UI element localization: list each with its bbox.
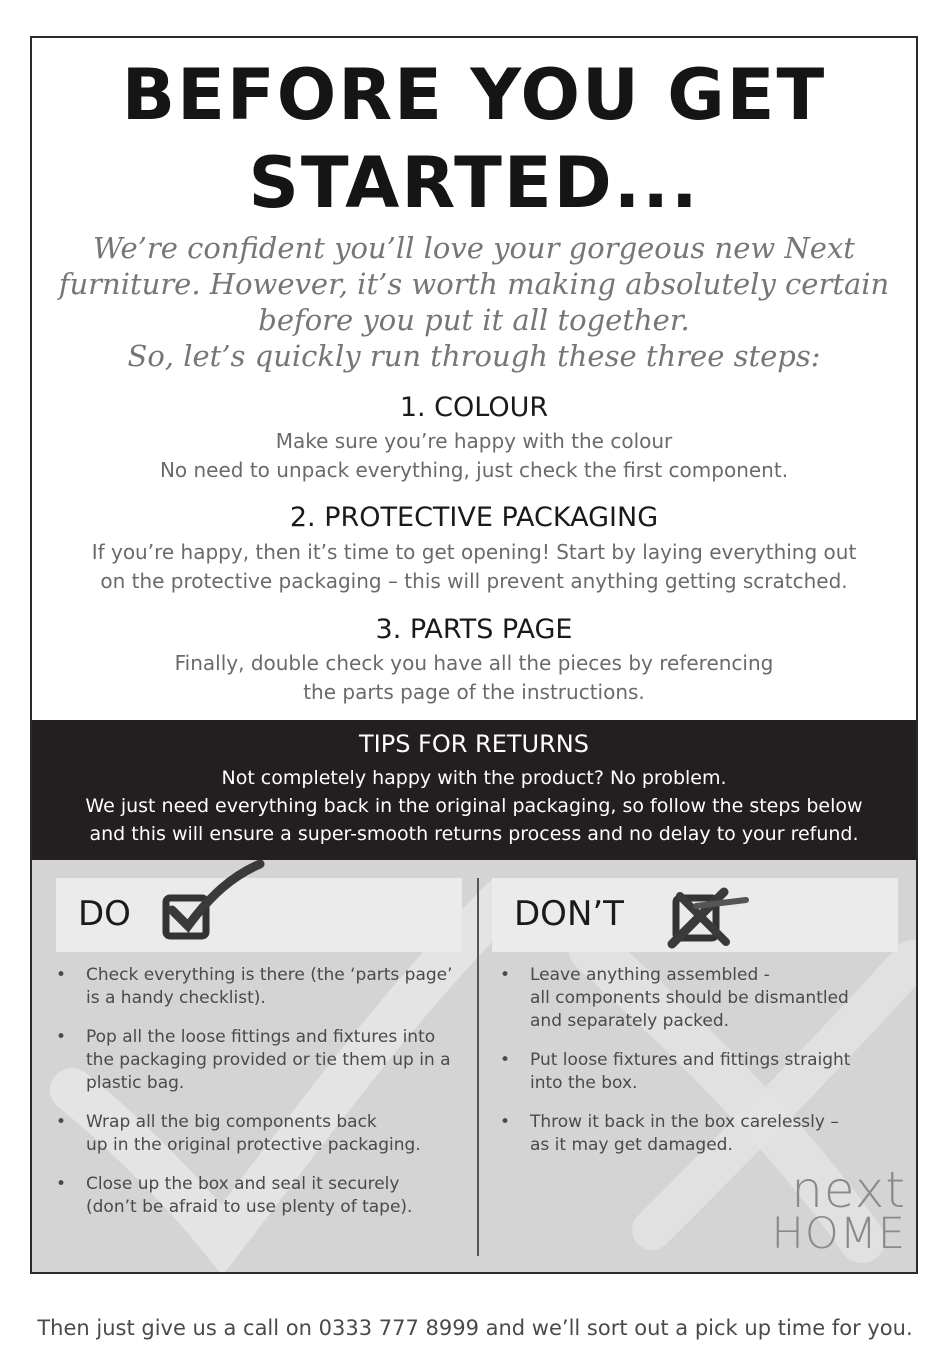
list-line: • Put loose fixtures and fittings straight <box>530 1050 851 1070</box>
list-item <box>56 1173 466 1219</box>
do-header <box>56 878 462 952</box>
step-line: Finally, double check you have all the pieces by referencing <box>174 651 774 675</box>
list-line: as it may get damaged. <box>530 1135 733 1155</box>
document-frame <box>30 36 918 1274</box>
list-line: all components should be dismantled <box>530 988 849 1008</box>
list-item <box>500 964 900 1033</box>
intro-line: We’re confident you’ll love your gorgeous new Next <box>93 231 855 265</box>
intro-line: furniture. However, it’s worth making absolutely certain <box>58 267 890 301</box>
list-line: into the box. <box>530 1073 638 1093</box>
dont-label: DON’T <box>514 894 624 934</box>
intro-line: before you put it all together. <box>258 303 690 337</box>
title-line-1: BEFORE YOU GET <box>121 54 827 136</box>
returns-heading: TIPS FOR RETURNS <box>358 730 589 758</box>
list-line: is a handy checklist). <box>86 988 266 1008</box>
dont-header <box>492 878 898 952</box>
logo-line-1: next <box>791 1161 906 1219</box>
list-item <box>500 1049 900 1095</box>
intro-text <box>32 230 916 374</box>
list-line: • Wrap all the big components back <box>86 1112 377 1132</box>
step-line: If you’re happy, then it’s time to get opening! Start by laying everything out <box>91 540 857 564</box>
do-list <box>56 964 466 1235</box>
do-label: DO <box>78 894 131 934</box>
step-1-text <box>32 427 916 485</box>
list-item <box>56 1111 466 1157</box>
returns-line: Not completely happy with the product? No problem. <box>221 767 727 789</box>
next-home-logo <box>771 1161 906 1259</box>
step-line: on the protective packaging – this will prevent anything getting scratched. <box>100 569 848 593</box>
list-line: • Pop all the loose fittings and fixtures into <box>86 1027 436 1047</box>
column-divider <box>477 878 479 1256</box>
returns-line: and this will ensure a super-smooth returns process and no delay to your refund. <box>89 823 859 845</box>
logo-line-2: HOME <box>771 1209 906 1259</box>
returns-text <box>32 764 916 848</box>
list-line: plastic bag. <box>86 1073 185 1093</box>
list-line: • Check everything is there (the ‘parts page’ <box>86 965 453 985</box>
step-3-text <box>32 649 916 707</box>
step-2-heading: 2. PROTECTIVE PACKAGING <box>289 502 659 533</box>
checkbox-cross-icon <box>666 886 750 950</box>
step-line: the parts page of the instructions. <box>303 680 645 704</box>
list-item <box>56 964 466 1010</box>
list-line: • Throw it back in the box carelessly – <box>530 1112 839 1132</box>
do-dont-panel <box>32 860 916 1274</box>
dont-list <box>500 964 900 1173</box>
returns-banner <box>32 720 916 860</box>
step-3-heading: 3. PARTS PAGE <box>375 614 573 645</box>
footer-text: Then just give us a call on 0333 777 8999 and we’ll sort out a pick up time for you. <box>37 1316 913 1340</box>
returns-line: We just need everything back in the original packaging, so follow the steps below <box>85 795 863 817</box>
step-1-heading: 1. COLOUR <box>399 392 549 423</box>
list-item <box>56 1026 466 1095</box>
checkbox-tick-icon <box>160 860 270 946</box>
step-line: No need to unpack everything, just check the first component. <box>159 458 789 482</box>
step-line: Make sure you’re happy with the colour <box>275 429 673 453</box>
list-line: and separately packed. <box>530 1011 730 1031</box>
list-line: (don’t be afraid to use plenty of tape). <box>86 1197 413 1217</box>
intro-line: So, let’s quickly run through these three steps: <box>127 339 821 373</box>
list-line: up in the original protective packaging. <box>86 1135 421 1155</box>
list-line: • Close up the box and seal it securely <box>86 1174 400 1194</box>
list-line: • Leave anything assembled - <box>530 965 770 985</box>
list-item <box>500 1111 900 1157</box>
step-2-text <box>32 538 916 596</box>
title-line-2: STARTED... <box>248 142 700 224</box>
list-line: the packaging provided or tie them up in a <box>86 1050 451 1070</box>
